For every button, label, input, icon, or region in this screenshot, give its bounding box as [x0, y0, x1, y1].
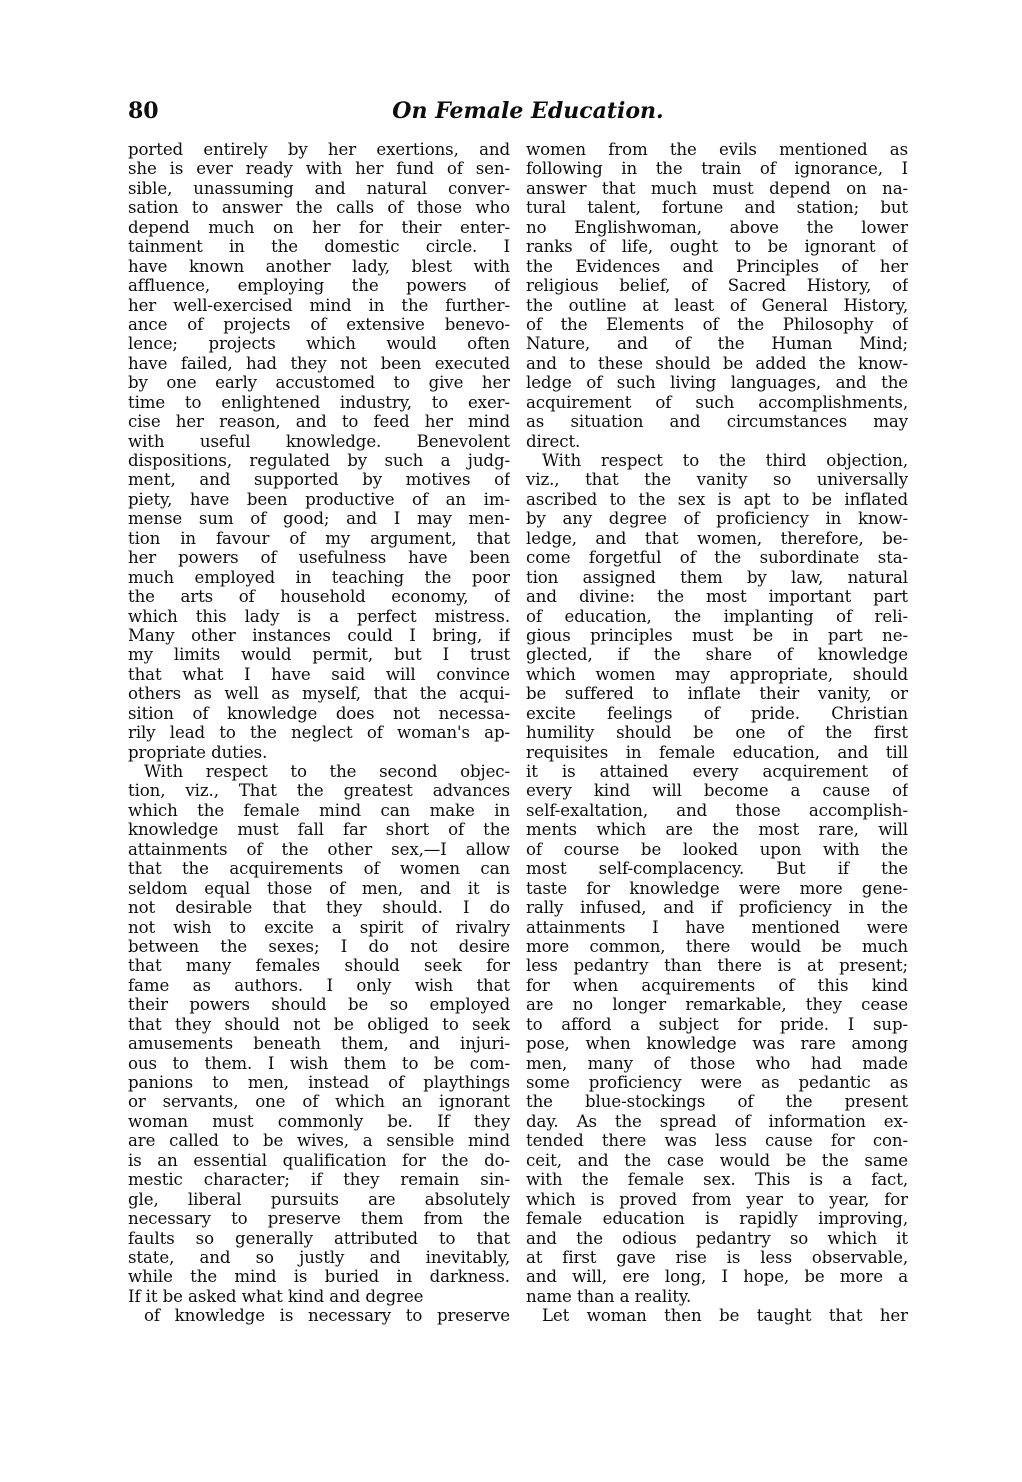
- text-line: their powers should be so employed: [128, 995, 510, 1015]
- text-line: knowledge must fall far short of the: [128, 820, 510, 840]
- text-line: name than a reality.: [526, 1286, 692, 1306]
- text-line: or servants, one of which an ignorant: [128, 1092, 510, 1112]
- text-line: some proficiency were as pedantic as: [526, 1073, 908, 1092]
- text-line: every kind will become a cause of: [526, 781, 908, 801]
- text-line: dispositions, regulated by such a judg-: [128, 451, 510, 470]
- text-line: between the sexes; I do not desire: [128, 936, 510, 956]
- text-line: day. As the spread of information ex-: [526, 1111, 908, 1131]
- text-line: sation to answer the calls of those who: [128, 198, 510, 218]
- text-line: have failed, had they not been executed: [128, 353, 510, 373]
- text-line: If it be asked what kind and degree: [128, 1286, 424, 1306]
- text-line: that the acquirements of women can: [128, 859, 510, 879]
- text-line: ance of projects of extensive benevo-: [128, 314, 510, 334]
- text-line: while the mind is buried in darkness.: [128, 1267, 510, 1287]
- text-line: and to these should be added the know-: [526, 353, 908, 373]
- text-line: of the Elements of the Philosophy of: [526, 314, 908, 334]
- text-line: of course be looked upon with the: [526, 839, 908, 859]
- text-line: and will, ere long, I hope, be more a: [526, 1267, 908, 1287]
- text-line: sible, unassuming and natural conver-: [128, 178, 510, 198]
- text-line: which women may appropriate, should: [526, 664, 908, 684]
- text-line: her well-exercised mind in the further-: [128, 295, 510, 315]
- text-line: tion assigned them by law, natural: [526, 567, 908, 587]
- text-line: that many females should seek for: [128, 956, 510, 976]
- text-line: excite feelings of pride. Christian: [526, 703, 908, 723]
- text-line: it is attained every acquirement of: [526, 762, 908, 781]
- text-line: to afford a subject for pride. I sup-: [526, 1014, 908, 1034]
- text-line: men, many of those who had made: [526, 1053, 908, 1073]
- text-line: depend much on her for their enter-: [128, 217, 510, 237]
- text-line: by one early accustomed to give her: [128, 373, 510, 393]
- text-line: amusements beneath them, and injuri-: [128, 1034, 510, 1054]
- text-line: ledge of such living languages, and the: [526, 373, 908, 393]
- text-line: humility should be one of the first: [526, 723, 908, 743]
- text-line: lence; projects which would often: [128, 334, 510, 354]
- running-title: On Female Education.: [392, 98, 664, 124]
- text-line: With respect to the second objec-: [144, 762, 510, 781]
- page-header: [128, 98, 908, 128]
- text-line: of knowledge is necessary to preserve: [144, 1306, 510, 1326]
- text-line: taste for knowledge were more gene-: [526, 878, 908, 898]
- text-line: mestic character; if they remain sin-: [128, 1170, 510, 1190]
- text-line: is an essential qualification for the do-: [128, 1150, 510, 1170]
- text-line: tended there was less cause for con-: [526, 1131, 908, 1151]
- text-line: state, and so justly and inevitably,: [128, 1247, 510, 1267]
- text-line: piety, have been productive of an im-: [128, 489, 510, 509]
- text-line: sition of knowledge does not necessa-: [128, 703, 510, 723]
- text-line: not wish to excite a spirit of rivalry: [128, 917, 510, 937]
- text-line: ments which are the most rare, will: [526, 820, 908, 840]
- text-line: for when acquirements of this kind: [526, 975, 908, 995]
- text-line: direct.: [526, 431, 581, 451]
- text-line: With respect to the third objection,: [542, 451, 908, 470]
- text-line: most self-complacency. But if the: [526, 859, 908, 879]
- text-line: with the female sex. This is a fact,: [526, 1170, 908, 1190]
- text-line: cise her reason, and to feed her mind: [128, 412, 510, 432]
- text-line: not desirable that they should. I do: [128, 898, 510, 918]
- text-line: the Evidences and Principles of her: [526, 256, 908, 276]
- text-line: fame as authors. I only wish that: [128, 975, 510, 995]
- text-line: are no longer remarkable, they cease: [526, 995, 908, 1015]
- text-line: the outline at least of General History,: [526, 295, 908, 315]
- text-line: much employed in teaching the poor: [128, 567, 510, 587]
- text-line: ment, and supported by motives of: [128, 470, 510, 490]
- text-line: and divine: the most important part: [526, 587, 908, 607]
- text-line: religious belief, of Sacred History, of: [526, 276, 908, 296]
- text-line: ledge, and that women, therefore, be-: [526, 528, 908, 548]
- text-line: panions to men, instead of playthings: [128, 1073, 510, 1092]
- text-line: tion, viz., That the greatest advances: [128, 781, 510, 801]
- text-line: following in the train of ignorance, I: [526, 159, 908, 179]
- text-line: have known another lady, blest with: [128, 256, 510, 276]
- text-line: ous to them. I wish them to be com-: [128, 1053, 510, 1073]
- text-line: seldom equal those of men, and it is: [128, 878, 510, 898]
- text-line: which is proved from year to year, for: [526, 1189, 908, 1209]
- text-line: and the odious pedantry so which it: [526, 1228, 908, 1248]
- text-line: ascribed to the sex is apt to be inflated: [526, 489, 908, 509]
- text-line: pose, when knowledge was rare among: [526, 1034, 908, 1054]
- text-line: attainments of the other sex,—I allow: [128, 839, 510, 859]
- text-line: affluence, employing the powers of: [128, 276, 510, 296]
- text-line: mense sum of good; and I may men-: [128, 509, 510, 529]
- text-line: less pedantry than there is at present;: [526, 956, 908, 976]
- text-line: time to enlightened industry, to exer-: [128, 392, 510, 412]
- text-line: rily lead to the neglect of woman's ap-: [128, 723, 510, 743]
- text-line: necessary to preserve them from the: [128, 1209, 510, 1229]
- text-line: acquirement of such accomplishments,: [526, 392, 908, 412]
- text-line: are called to be wives, a sensible mind: [128, 1131, 510, 1151]
- text-line: woman must commonly be. If they: [128, 1111, 510, 1131]
- text-line: Let woman then be taught that her: [542, 1306, 908, 1326]
- text-line: no Englishwoman, above the lower: [526, 217, 908, 237]
- text-line: her powers of usefulness have been: [128, 548, 510, 568]
- text-line: which the female mind can make in: [128, 800, 510, 820]
- text-line: as situation and circumstances may: [526, 412, 908, 432]
- text-line: my limits would permit, but I trust: [128, 645, 510, 665]
- text-line: attainments I have mentioned were: [526, 917, 908, 937]
- text-line: self-exaltation, and those accomplish-: [526, 800, 908, 820]
- text-line: with useful knowledge. Benevolent: [128, 431, 510, 451]
- text-line: gle, liberal pursuits are absolutely: [128, 1189, 510, 1209]
- text-line: faults so generally attributed to that: [128, 1228, 510, 1248]
- text-line: ported entirely by her exertions, and: [128, 140, 510, 159]
- text-line: answer that much must depend on na-: [526, 178, 908, 198]
- page-number: 80: [128, 98, 159, 124]
- text-line: by any degree of proficiency in know-: [526, 509, 908, 529]
- text-line: female education is rapidly improving,: [526, 1209, 908, 1229]
- text-line: the blue-stockings of the present: [526, 1092, 908, 1112]
- text-line: Nature, and of the Human Mind;: [526, 334, 908, 354]
- text-line: rally infused, and if proficiency in the: [526, 898, 908, 918]
- right-text-column: [526, 140, 908, 1326]
- text-line: gious principles must be in part ne-: [526, 625, 908, 645]
- text-line: Many other instances could I bring, if: [128, 625, 510, 645]
- left-text-column: [128, 140, 510, 1326]
- text-line: glected, if the share of knowledge: [526, 645, 908, 665]
- text-line: that what I have said will convince: [128, 664, 510, 684]
- text-line: ranks of life, ought to be ignorant of: [526, 237, 908, 257]
- text-line: the arts of household economy, of: [128, 587, 510, 607]
- text-line: which this lady is a perfect mistress.: [128, 606, 510, 626]
- text-line: viz., that the vanity so universally: [526, 470, 908, 490]
- text-line: requisites in female education, and till: [526, 742, 908, 762]
- text-line: others as well as myself, that the acqui-: [128, 684, 510, 704]
- text-line: tion in favour of my argument, that: [128, 528, 510, 548]
- text-line: more common, there would be much: [526, 936, 908, 956]
- text-line: she is ever ready with her fund of sen-: [128, 159, 510, 179]
- text-line: of education, the implanting of reli-: [526, 606, 908, 626]
- text-line: ceit, and the case would be the same: [526, 1150, 908, 1170]
- text-line: at first gave rise is less observable,: [526, 1247, 908, 1267]
- text-line: come forgetful of the subordinate sta-: [526, 548, 908, 568]
- text-line: propriate duties.: [128, 742, 268, 762]
- text-line: that they should not be obliged to seek: [128, 1014, 510, 1034]
- text-line: be suffered to inflate their vanity, or: [526, 684, 908, 704]
- text-line: women from the evils mentioned as: [526, 140, 908, 159]
- text-line: tural talent, fortune and station; but: [526, 198, 908, 218]
- text-line: tainment in the domestic circle. I: [128, 237, 510, 257]
